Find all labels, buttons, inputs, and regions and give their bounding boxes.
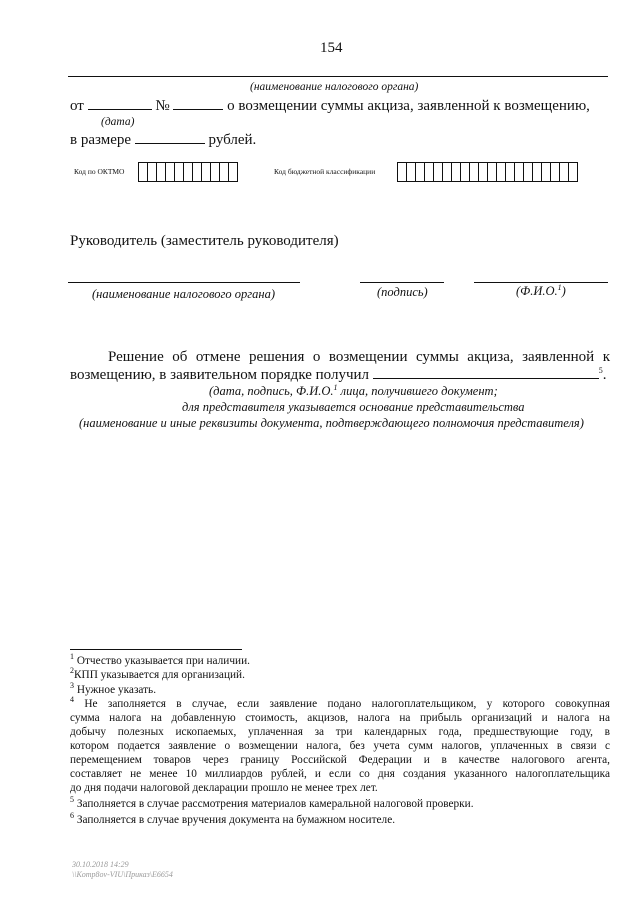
head-label: Руководитель (заместитель руководителя) [70, 233, 339, 249]
footnote-ref-5: 5 [598, 366, 603, 375]
decision-text: о возмещении суммы акциза, заявленной к возмещению, [227, 98, 590, 114]
cancel-caption3: (наименование и иные реквизиты документа, подтверждающего полномочия представителя) [79, 416, 584, 430]
sig-fio-caption: (Ф.И.О.$^1$) [516, 282, 566, 298]
kbk-grid [397, 162, 578, 182]
decision-line [70, 98, 590, 115]
recipient-blank [373, 378, 599, 379]
print-stamp: 30.10.2018 14:29 \\Komp8ov-VIU\Приказ\Е6654 [72, 860, 173, 879]
kbk-cell[interactable] [568, 162, 578, 182]
oktmo-label: Код по ОКТМО [74, 167, 125, 176]
sig-signature-caption: (подпись) [377, 285, 428, 299]
footnote-1: $^1$ Отчество указывается при наличии. [70, 652, 250, 667]
amount-line [70, 132, 256, 149]
date-caption: (дата) [101, 116, 135, 128]
footnote-2: $^2$КПП указывается для организаций. [70, 666, 245, 681]
cancel-caption1: (дата, подпись, Ф.И.О.$^1$ лица, получившего документ; [209, 382, 498, 398]
oktmo-cell[interactable] [228, 162, 238, 182]
amount-suffix: рублей. [208, 132, 257, 148]
footnote-ref-1: 1 [557, 282, 562, 292]
from-label: от [70, 98, 84, 114]
tax-authority-caption: (наименование налогового органа) [250, 81, 419, 93]
number-label: № [155, 98, 170, 114]
footnote-5: $^5$ Заполняется в случае рассмотрения материалов камеральной налоговой проверки. [70, 795, 474, 810]
page-number: 154 [320, 40, 343, 56]
cancel-line1: Решение об отмене решения о возмещении суммы акциза, заявленной к [108, 349, 610, 365]
cancel-line2: возмещению, в заявительном порядке получил $^5$. [70, 366, 607, 383]
oktmo-grid [138, 162, 238, 182]
number-blank [173, 109, 223, 110]
amount-blank [135, 143, 205, 144]
date-blank [88, 109, 152, 110]
sig-authority-caption: (наименование налогового органа) [92, 287, 275, 301]
tax-authority-line [68, 76, 608, 77]
footnote-3: $^3$ Нужное указать. [70, 681, 157, 696]
cancel-caption2: для представителя указывается основание представительства [182, 400, 525, 414]
footnote-separator [70, 649, 242, 650]
sig-signature-line [360, 282, 444, 283]
amount-prefix: в размере [70, 132, 132, 148]
footnote-6: $^6$ Заполняется в случае вручения документа на бумажном носителе. [70, 811, 396, 826]
sig-authority-line [68, 282, 300, 283]
sig-fio-line [474, 282, 608, 283]
kbk-label: Код бюджетной классификации [274, 167, 376, 176]
footnote-4: $^4$ Не заполняется в случае, если заявление подано налогоплательщиком, у которого совокупная сумма налога на добавленную стоимость, акцизов, налога на прибыль организаций и налога на добычу полезных ископаемых, уплаченная за три календарных года, предшествующие году, в котором подается заявление о возмещении налога, без учета сумм налогов, уплаченных в связи с перемещением товаров через границу Российской Федерации и в качестве налогового агента, составляет не менее 10 миллиардов рублей, и если со дня создания указанного налогоплательщика до дня подачи налоговой декларации прошло не менее трех лет. [70, 695, 610, 794]
